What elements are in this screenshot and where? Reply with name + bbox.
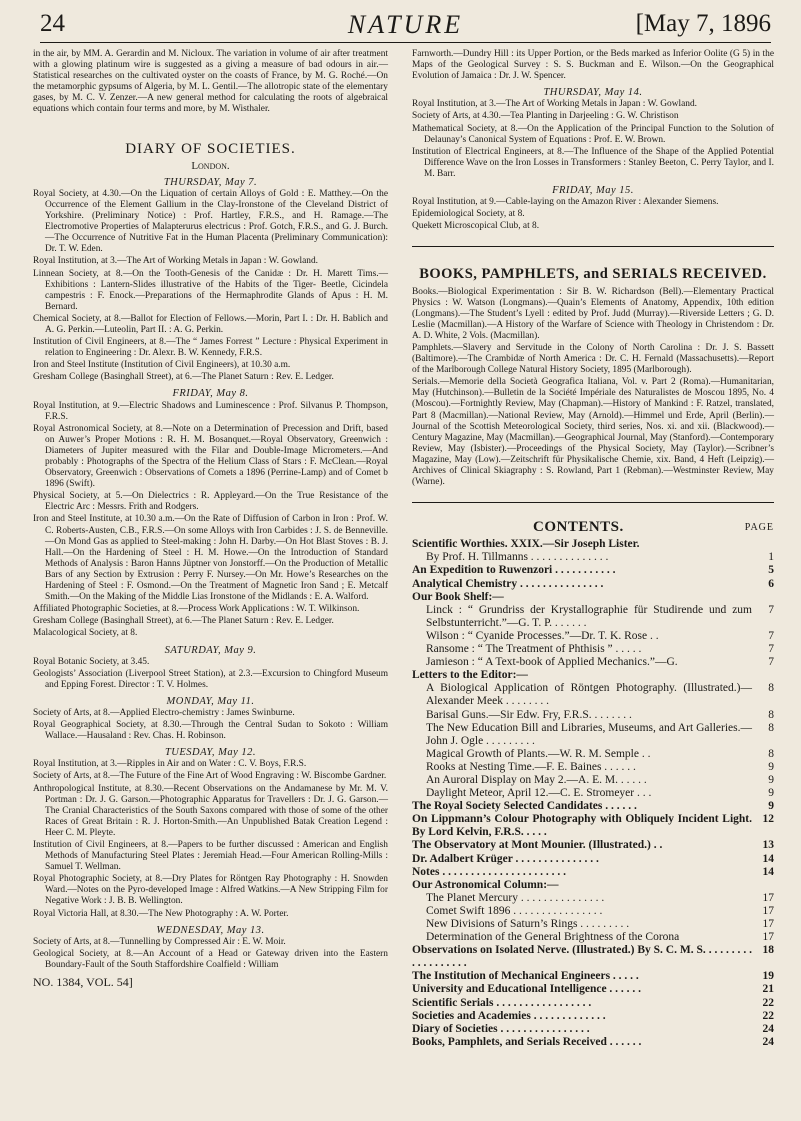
contents-entry — [412, 983, 774, 996]
contents-entry-page: 7 — [768, 656, 774, 669]
contents-heading — [412, 521, 774, 534]
diary-entry: Gresham College (Basinghall Street), at 6.—The Planet Saturn : Rev. E. Ledger. — [33, 372, 334, 383]
diary-entry: Royal Institution, at 9.—Electric Shadows and Luminescence : Prof. Silvanus P. Thompson, F.R.S. — [33, 400, 388, 422]
pamphlets-list: Pamphlets.—Slavery and Servitude in the Colony of North Carolina : Dr. J. S. Bassett (Baltimore).—The Crambidæ of North America : Dr. C. H. Fernald (Massachusetts).—Report of the Marlborough College Natural History Society, 1895 (Marlborough). — [412, 342, 774, 376]
contents-entry — [412, 1036, 774, 1049]
diary-entry: Royal Institution, at 9.—Cable-laying on the Amazon River : Alexander Siemens. — [412, 197, 719, 208]
contents-entry-page: 5 — [768, 564, 774, 577]
contents-entry-title: Our Astronomical Column:— — [412, 878, 559, 891]
contents-entry — [412, 538, 774, 551]
diary-entry: Gresham College (Basinghall Street), at 6.—The Planet Saturn : Rev. E. Ledger. — [33, 616, 334, 627]
diary-entry: Society of Arts, at 8.—Tunnelling by Compressed Air : E. W. Moir. — [33, 936, 286, 947]
diary-entry: Linnean Society, at 8.—On the Tooth-Genesis of the Canidæ : Dr. H. Marett Tims.—Exhibitions : Lantern-Slides illustrative of the Habits of the Tiger- Beetle, Cicindela campestris : F. Enock.—Preparations of the Hermaphrodite Glands of Apus : H. M. Bernard. — [33, 268, 388, 312]
contents-entry — [412, 748, 774, 761]
contents-entry — [412, 944, 774, 970]
contents-entry — [412, 564, 774, 577]
contents-entry-title: Diary of Societies . . . . . . . . . . . . . . . . — [412, 1022, 590, 1035]
contents-title: CONTENTS. — [533, 519, 624, 536]
contents-entry-page: 8 — [768, 708, 774, 721]
diary-entry: Anthropological Institute, at 8.30.—Recent Observations on the Andamanese by Mr. M. V. Portman : Dr. J. G. Garson.—Photographic Apparatus for Travellers : Dr. J. G. Garson.—The Cranial Characteristics of the South Saxons compared with those of some of the other Races of Great Britain : R. J. Horton-Smith.—An Unpublished Batak Creation Legend : Heer C. M. Pleyte. — [33, 783, 388, 838]
contents-entry-title: New Divisions of Saturn’s Rings . . . . . . . . . — [426, 918, 630, 930]
contents-entry-title: Notes . . . . . . . . . . . . . . . . . . . . . . — [412, 865, 566, 878]
page-number: 24 — [40, 10, 65, 37]
contents-entry — [412, 1023, 774, 1036]
contents-entry — [412, 578, 774, 591]
contents-entry-title: Jamieson : “ A Text-book of Applied Mechanics.”—G. — [426, 656, 678, 669]
day-heading: MONDAY, May 11. — [166, 695, 255, 707]
right-column — [412, 49, 774, 1049]
contents-entry — [412, 866, 774, 879]
intro-paragraph: in the air, by MM. A. Gerardin and M. Nicloux. The variation in volume of air after treatment with a glowing platinum wire is suggested as a giving a measure of bad odours in air.—Statistical researches on the cultivated oyster on the coasts of France, by M. G. Roché.—On the metamorphic gypsums of Algeria, by M. L. Gentil.—The allotropic state of the elementary gases, by M. C. V. Zenzer.—A new general method for calculating the roots of algebraical equations which contain four terms and more, by M. Wisthaler. — [33, 49, 388, 115]
contents-entry-title: Linck : “ Grundriss der Krystallographie für Studirende und zum Selbstunterricht.”—G. T. P. . . . . . . — [426, 603, 752, 629]
contents-entry-page: 17 — [762, 931, 774, 944]
contents-entry-page: 8 — [768, 747, 774, 760]
books-list: Books.—Biological Experimentation : Sir B. W. Richardson (Bell).—Elementary Practical Physics : W. Watson (Longmans).—Quain’s Elements of Anatomy, Appendix, 10th edition (Longmans).—The Student’s Lyell : edited by Prof. Judd (Murray).—Riverside Letters ; G. D. Leslie (Macmillan).—A History of the Warfare of Science with Theology in Christendom : Dr. A. D. White, 2 Vols. (Macmillan). — [412, 286, 774, 341]
contents-entry — [412, 604, 774, 630]
day-heading: FRIDAY, May 15. — [552, 185, 634, 197]
contents-entry-title: The Planet Mercury . . . . . . . . . . . . . . . — [426, 891, 605, 904]
contents-entry-page: 22 — [762, 1009, 774, 1022]
day-heading: SATURDAY, May 9. — [164, 644, 257, 656]
contents-table — [412, 521, 774, 1049]
diary-entry: Farnworth.—Dundry Hill : its Upper Portion, or the Beds marked as Inferior Oolite (G 5) in the Maps of the Geological Survey : S. S. Buckman and E. Wilson.—On the Geographical Evolution of Jamaica : Dr. J. W. Spencer. — [412, 49, 774, 82]
contents-entry — [412, 931, 774, 944]
diary-entry: Society of Arts, at 8.—The Future of the Fine Art of Wood Engraving : W. Biscombe Gardner. — [33, 771, 387, 782]
contents-entry-page: 19 — [762, 970, 774, 983]
contents-entry-page: 9 — [768, 800, 774, 813]
contents-entry-title: Daylight Meteor, April 12.—C. E. Stromeyer . . . — [426, 787, 652, 800]
diary-entry: Institution of Civil Engineers, at 8.—The “ James Forrest ” Lecture : Physical Experiment in relation to Engineering : Dr. Alexr. B. W. Kennedy, F.R.S. — [33, 337, 388, 359]
contents-entry-title: Dr. Adalbert Krüger . . . . . . . . . . . . . . . — [412, 852, 599, 865]
day-heading: FRIDAY, May 8. — [172, 388, 249, 400]
diary-entry: Geologists’ Association (Liverpool Street Station), at 2.3.—Excursion to Chingford Museum and Epping Forest. Director : T. V. Holmes. — [33, 668, 388, 690]
contents-entry-page: 14 — [762, 852, 774, 865]
contents-entry-title: Rooks at Nesting Time.—F. E. Baines . . . . . . — [426, 760, 636, 773]
diary-entry: Iron and Steel Institute, at 10.30 a.m.—On the Rate of Diffusion of Carbon in Iron : Prof. W. C. Roberts-Austen, C.B., F.R.S.—On some Alloys with Iron Carbides : J. S. de Benneville.—On Mond Gas as applied to Steel-making : John H. Darby.—On Hot Blast Stoves : B. J. Hall.—On the Hardening of Steel : H. M. Howe.—On the Introduction of Standard Methods of Analysis : Baron Hanns Jüptner von Jonstorff.—On the Production of Metallic Bars of any Section by Extrusion : Perry F. Nursey.—On Mr. Howe’s Researches on the Hardening of Steel : F. Osmond.—On the Treatment of Magnetic Iron Sand ; E. Metcalf Smith.—On the Making of the Middle Lias Ironstone of the Midlands : E. A. Walford. — [33, 514, 388, 603]
diary-entry: Institution of Electrical Engineers, at 8.—The Influence of the Shape of the Applied Potential Difference Wave on the Iron Losses in Transformers : Stanley Beeton, C. Perry Taylor, and I. M. Barr. — [412, 146, 774, 179]
contents-entry-title: By Prof. H. Tillmanns . . . . . . . . . . . . . . — [426, 551, 609, 564]
serials-list: Serials.—Memorie della Società Geografica Italiana, Vol. v. Part 2 (Roma).—Humanitarian, May (Hutchinson).—Bulletin de la Société Impériale des Naturalistes de Moscou 1895, No. 4 (Moscou).—Fortnightly Review, May (Chapman).—History of Mankind : F. Ratzel, translated, Part 8 (Macmillan).—National Review, May (Arnold).—Himmel und Erde, April (Berlin).—Journal of the Scottish Meteorological Society, third series, Nos. xi. and xii. (Blackwood).—Century Magazine, May (Macmillan).—Geographical Journal, May (Stanford).—Contemporary Review, May (Isbister).—Proceedings of the Physical Society, May (Taylor).—Scribner’s Magazine, May (Low).—Zeitschrift für Physikalische Chemie, xix. Band, 4 Heft (Leipzig).—Archives of Clinical Skiagraphy : S. Rowland, Part 1 (Rebman).—Westminster Review, May (Warne). — [412, 377, 774, 488]
diary-entry: Physical Society, at 5.—On Dielectrics : R. Appleyard.—On the True Resistance of the Electric Arc : Messrs. Frith and Rodgers. — [33, 491, 388, 513]
contents-entry — [412, 892, 774, 905]
contents-entry — [412, 669, 774, 682]
contents-entry-page: 7 — [768, 603, 774, 616]
contents-entry-title: Observations on Isolated Nerve. (Illustrated.) By S. C. M. S. . . . . . . . . . . . . . . . . . . — [412, 944, 752, 970]
day-heading: TUESDAY, May 12. — [164, 747, 257, 759]
diary-entry: Malacological Society, at 8. — [33, 628, 138, 639]
contents-entry-title: Societies and Academies . . . . . . . . . . . . . — [412, 1009, 606, 1022]
contents-entry — [412, 682, 774, 708]
diary-entry: Affiliated Photographic Societies, at 8.—Process Work Applications : W. T. Wilkinson. — [33, 604, 360, 615]
contents-entry — [412, 879, 774, 892]
diary-entry: Mathematical Society, at 8.—On the Application of the Principal Function to the Solution of Delaunay’s Canonical System of Equations : Prof. E. W. Brown. — [412, 123, 774, 145]
contents-entry — [412, 905, 774, 918]
contents-entry — [412, 853, 774, 866]
contents-entry-page: 8 — [768, 682, 774, 695]
page-column-label: PAGE — [744, 522, 774, 534]
contents-entry-title: Letters to the Editor:— — [412, 669, 528, 682]
section-divider — [412, 246, 774, 247]
contents-entry — [412, 997, 774, 1010]
contents-entry-title: Analytical Chemistry . . . . . . . . . . . . . . . — [412, 577, 604, 590]
contents-entry-page: 17 — [762, 891, 774, 904]
contents-entry-title: Barisal Guns.—Sir Edw. Fry, F.R.S. . . . . . . . — [426, 708, 632, 721]
contents-entry-title: On Lippmann’s Colour Photography with Obliquely Incident Light. By Lord Kelvin, F.R.S. . . . . — [412, 813, 752, 839]
books-heading: BOOKS, PAMPHLETS, and SERIALS RECEIVED. — [419, 266, 767, 283]
contents-entry-page: 9 — [768, 760, 774, 773]
contents-entry-page: 8 — [768, 721, 774, 734]
diary-entry: Geological Society, at 8.—An Account of a Head or Gateway driven into the Eastern Boundary-Fault of the South Staffordshire Coalfield : William — [33, 948, 388, 970]
contents-entry-title: Our Book Shelf:— — [412, 590, 504, 603]
contents-entry-title: Determination of the General Brightness of the Corona — [426, 931, 680, 944]
diary-entry: Royal Photographic Society, at 8.—Dry Plates for Röntgen Ray Photography : H. Snowden Ward.—Notes on the Pyro-developed Image : Alfred Watkins.—A New Stripping Film for Negative Work : J. B. B. Wellington. — [33, 874, 388, 907]
day-heading: THURSDAY, May 14. — [543, 87, 643, 99]
diary-entry: Royal Institution, at 3.—The Art of Working Metals in Japan : W. Gowland. — [33, 256, 318, 267]
contents-entry-page: 14 — [762, 865, 774, 878]
contents-entry — [412, 656, 774, 669]
day-heading: WEDNESDAY, May 13. — [156, 924, 265, 936]
contents-entry-page: 18 — [762, 944, 774, 957]
contents-entry-page: 24 — [762, 1035, 774, 1048]
contents-entry-title: Wilson : “ Cyanide Processes.”—Dr. T. K. Rose . . — [426, 629, 659, 642]
contents-entry-title: The Institution of Mechanical Engineers . . . . . — [412, 970, 639, 983]
contents-entry-page: 6 — [768, 577, 774, 590]
diary-entry: Institution of Civil Engineers, at 8.—Papers to be further discussed : American and English Methods of Manufacturing Steel Plates : Jeremiah Head.—Four American Rolling-Mills : Samuel T. Wellman. — [33, 840, 388, 873]
diary-entry: Society of Arts, at 4.30.—Tea Planting in Darjeeling : G. W. Christison — [412, 111, 679, 122]
section-divider — [412, 502, 774, 503]
contents-entry — [412, 551, 774, 564]
volume-footer: NO. 1384, VOL. 54] — [33, 975, 133, 990]
contents-entry-page: 24 — [762, 1022, 774, 1035]
diary-entry: Society of Arts, at 8.—Applied Electro-chemistry : James Swinburne. — [33, 707, 295, 718]
contents-entry — [412, 800, 774, 813]
contents-entry-page: 13 — [762, 839, 774, 852]
contents-entry-page: 1 — [768, 551, 774, 564]
contents-entry-page: 17 — [762, 904, 774, 917]
contents-list — [412, 538, 774, 1049]
contents-entry — [412, 1010, 774, 1023]
contents-entry-page: 9 — [768, 787, 774, 800]
contents-entry-title: Comet Swift 1896 . . . . . . . . . . . . . . . . — [426, 904, 603, 917]
left-column — [33, 49, 388, 988]
contents-entry-title: Scientific Worthies. XXIX.—Sir Joseph Lister. — [412, 538, 640, 551]
contents-entry — [412, 709, 774, 722]
diary-entry: Iron and Steel Institute (Institution of Civil Engineers), at 10.30 a.m. — [33, 360, 291, 371]
diary-entry: Royal Institution, at 3.—The Art of Working Metals in Japan : W. Gowland. — [412, 99, 697, 110]
day-heading: THURSDAY, May 7. — [163, 176, 258, 188]
contents-entry-title: Books, Pamphlets, and Serials Received . . . . . . — [412, 1035, 642, 1048]
contents-entry-page: 12 — [762, 813, 774, 826]
issue-date: [May 7, 1896 — [635, 10, 771, 37]
page-header — [40, 8, 771, 43]
contents-entry — [412, 970, 774, 983]
contents-entry — [412, 787, 774, 800]
diary-entry: Epidemiological Society, at 8. — [412, 209, 525, 220]
contents-entry-title: An Expedition to Ruwenzori . . . . . . . . . . . — [412, 564, 616, 577]
contents-entry-title: An Auroral Display on May 2.—A. E. M. . . . . . — [426, 773, 647, 786]
diary-entry: Quekett Microscopical Club, at 8. — [412, 221, 540, 232]
diary-entry: Royal Society, at 4.30.—On the Liquation of certain Alloys of Gold : E. Matthey.—On the Occurrence of the Element Gallium in the Clay-Ironstone of the Cleveland District of Yorkshire. (Preliminary Notice) : Prof. Hartley, F.R.S., and H. Ramage.—The Electromotive Properties of Malapterurus electricus : Prof. Gotch, F.R.S., and G. J. Burch.—The Occurrence of Nutritive Fat in the Human Placenta (Preliminary Communication): Dr. T. W. Eden. — [33, 188, 388, 255]
contents-entry-title: Ransome : “ The Treatment of Phthisis ” . . . . . — [426, 643, 642, 656]
contents-entry — [412, 774, 774, 787]
diary-entry: Chemical Society, at 8.—Ballot for Election of Fellows.—Morin, Part I. : Dr. H. Bablich and A. G. Perkin.—Luteolin, Part II. : A. G. Perkin. — [33, 313, 388, 335]
contents-entry — [412, 761, 774, 774]
city-heading: London. — [191, 159, 230, 172]
contents-entry-page: 7 — [768, 643, 774, 656]
contents-entry-page: 9 — [768, 773, 774, 786]
contents-entry-page: 22 — [762, 996, 774, 1009]
diary-entry: Royal Geographical Society, at 8.30.—Through the Central Sudan to Sokoto : William Wallace.—Hausaland : Rev. Chas. H. Robinson. — [33, 720, 388, 742]
contents-entry-page: 17 — [762, 918, 774, 930]
contents-entry-title: Magical Growth of Plants.—W. R. M. Semple . . — [426, 747, 651, 760]
contents-entry — [412, 643, 774, 656]
diary-entry: Royal Institution, at 3.—Ripples in Air and on Water : C. V. Boys, F.R.S. — [33, 759, 307, 770]
contents-entry — [412, 839, 774, 852]
contents-entry-title: The New Education Bill and Libraries, Museums, and Art Galleries.—John J. Ogle . . . . . . . . . — [426, 721, 752, 747]
diary-entry: Royal Astronomical Society, at 8.—Note on a Determination of Precession and Drift, based on Auwer’s Proper Motions : R. H. M. Bosanquet.—Royal Observatory, Greenwich : Diameters of Jupiter measured with the Filar and Double-Image Micrometers.—And probably : Photographs of the Spectra of the Helium Class of Stars : F. McClean.—Royal Observatory, Greenwich : Observations of Comets a 1896 (Perrine-Lamp) and of Comet b 1896 (Swift). — [33, 423, 388, 490]
contents-entry-title: The Observatory at Mont Mounier. (Illustrated.) . . — [412, 839, 663, 852]
diary-entry: Royal Botanic Society, at 3.45. — [33, 656, 150, 667]
diary-entry: Royal Victoria Hall, at 8.30.—The New Photography : A. W. Porter. — [33, 908, 289, 919]
contents-entry — [412, 591, 774, 604]
contents-entry-page: 7 — [768, 629, 774, 642]
contents-entry-title: Scientific Serials . . . . . . . . . . . . . . . . . — [412, 996, 592, 1009]
contents-entry-title: University and Educational Intelligence . . . . . . — [412, 983, 642, 996]
diary-heading: DIARY OF SOCIETIES. — [125, 140, 296, 157]
contents-entry-title: The Royal Society Selected Candidates . . . . . . — [412, 800, 637, 813]
contents-entry — [412, 630, 774, 643]
contents-entry — [412, 918, 774, 931]
contents-entry-page: 21 — [762, 983, 774, 996]
contents-entry-title: A Biological Application of Röntgen Photography. (Illustrated.)—Alexander Meek . . . . . . . . — [426, 682, 752, 708]
journal-title: NATURE — [347, 10, 464, 39]
contents-entry — [412, 813, 774, 839]
contents-entry — [412, 722, 774, 748]
